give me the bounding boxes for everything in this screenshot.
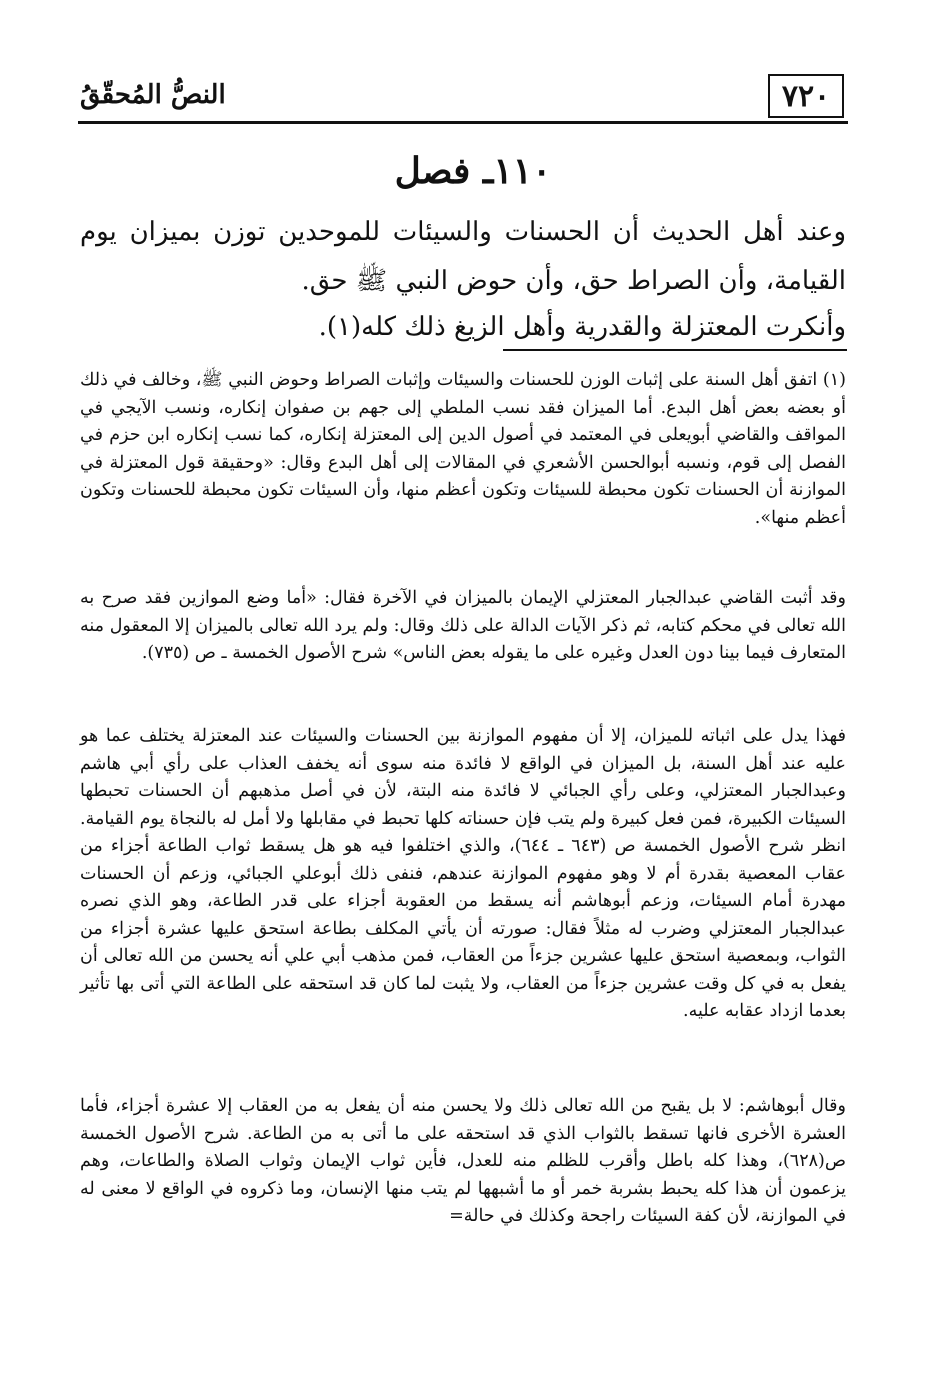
- footnote-paragraph-3: فهذا يدل على اثباته للميزان، إلا أن مفهوم الموازنة بين الحسنات والسيئات عند المعتزلة يختلف عما هو عليه عند أهل السنة، بل الميزان في الواقع لا فائدة منه سوى أنه يخفف العذاب على رأي أبي هاشم وعبدالجبار المعتزلي، وعلى رأي الجبائي لا فائدة منه البتة، لأن في أصل مذهبهم أن الحسنات تحبطها السيئات الكبيرة، فمن فعل كبيرة ولم يتب فإن حسناته كلها تحبط في مقابلها ولا أمل له بالنجاة يوم القيامة. انظر شرح الأصول الخمسة ص (٦٤٣ ـ ٦٤٤)، والذي اختلفوا فيه هو هل يسقط ثواب الطاعة أجزاء من عقاب المعصية بقدرة أم لا وهو مفهوم الموازنة عندهم، فنفى ذلك أبوعلي الجبائي، وزعم أن الحسنات مهدرة أمام السيئات، وزعم أبوهاشم أنه يسقط من العقوبة أجزاء على قدر الطاعة، وهو الذي نصره عبدالجبار المعتزلي وضرب له مثلاً فقال: صورته أن يأتي المكلف بطاعة استحق عليها عشرة أجزاء من الثواب، وبمعصية استحق عليها عشرين جزءاً من العقاب، فمن مذهب أبي علي أنه يحسن من الله تعالى أن يفعل به في كل وقت عشرين جزءاً من العقاب، ولا يثبت لما كان قد استحقه على الطاعة التي أتى بها تأثير بعدما ازداد عقابه عليه.: [80, 726, 846, 1021]
- body-paragraph-1: وعند أهل الحديث أن الحسنات والسيئات للموحدين توزن بميزان يوم القيامة، وأن الصراط حق، وأن حوض النبي ﷺ حق.: [80, 217, 846, 296]
- footnote-1: (١) اتفق أهل السنة على إثبات الوزن للحسنات والسيئات وإثبات الصراط وحوض النبي ﷺ، وخالف في ذلك أو بعضه بعض أهل البدع. أما الميزان فقد نسب الملطي إلى جهم بن صفوان إنكاره، ونسب الآيجي في المواقف والقاضي أبويعلى في المعتمد في أصول الدين إلى المعتزلة إنكاره، كما نسب إنكاره ابن حزم في الفصل إلى قوم، ونسبه أبوالحسن الأشعري في المقالات إلى أهل البدع وقال: «وحقيقة قول المعتزلة في الموازنة أن الحسنات تكون محبطة للسيئات وتكون أعظم منها، وأن السيئات تكون محبطة للحسنات وتكون أعظم منها».: [80, 370, 846, 528]
- body-paragraph-2: وأنكرت المعتزلة والقدرية وأهل الزيغ ذلك كله(١).: [318, 312, 846, 342]
- section-title: ١١٠ـ فصل: [394, 150, 552, 192]
- footnote-separator: [503, 349, 847, 351]
- page-number: ٧٢٠: [768, 74, 844, 118]
- footnote-paragraph-4: وقال أبوهاشم: لا بل يقبح من الله تعالى ذلك ولا يحسن منه أن يفعل به من العقاب إلا عشرة أجزاء، فأما العشرة الأخرى فانها تسقط بالثواب الذي قد استحقه على ما أتى به من الطاعة. شرح الأصول الخمسة ص(٦٢٨)، وهذا كله باطل وأقرب للظلم منه للعدل، فأين ثواب الإيمان وثواب الصلاة والطاعات، وهم يزعمون أن هذا كله يحبط بشربة خمر أو ما أشبهها لم يتب منها الإنسان، وما ذكروه في الواقع لا معنى له في الموازنة، لأن كفة السيئات راجحة وكذلك في حالة=: [80, 1096, 846, 1226]
- running-title: النصُّ المُحقّقُ: [80, 80, 226, 110]
- footnote-paragraph-2: وقد أثبت القاضي عبدالجبار المعتزلي الإيمان بالميزان في الآخرة فقال: «أما وضع الموازين فقد صرح به الله تعالى في محكم كتابه، ثم ذكر الآيات الدالة على ذلك وقال: ولم يرد الله تعالى بالميزان إلا المعقول منه المتعارف فيما بينا دون العدل وغيره على ما يقوله بعض الناس» شرح الأصول الخمسة ـ ص (٧٣٥).: [80, 588, 846, 663]
- header-rule: [78, 121, 848, 124]
